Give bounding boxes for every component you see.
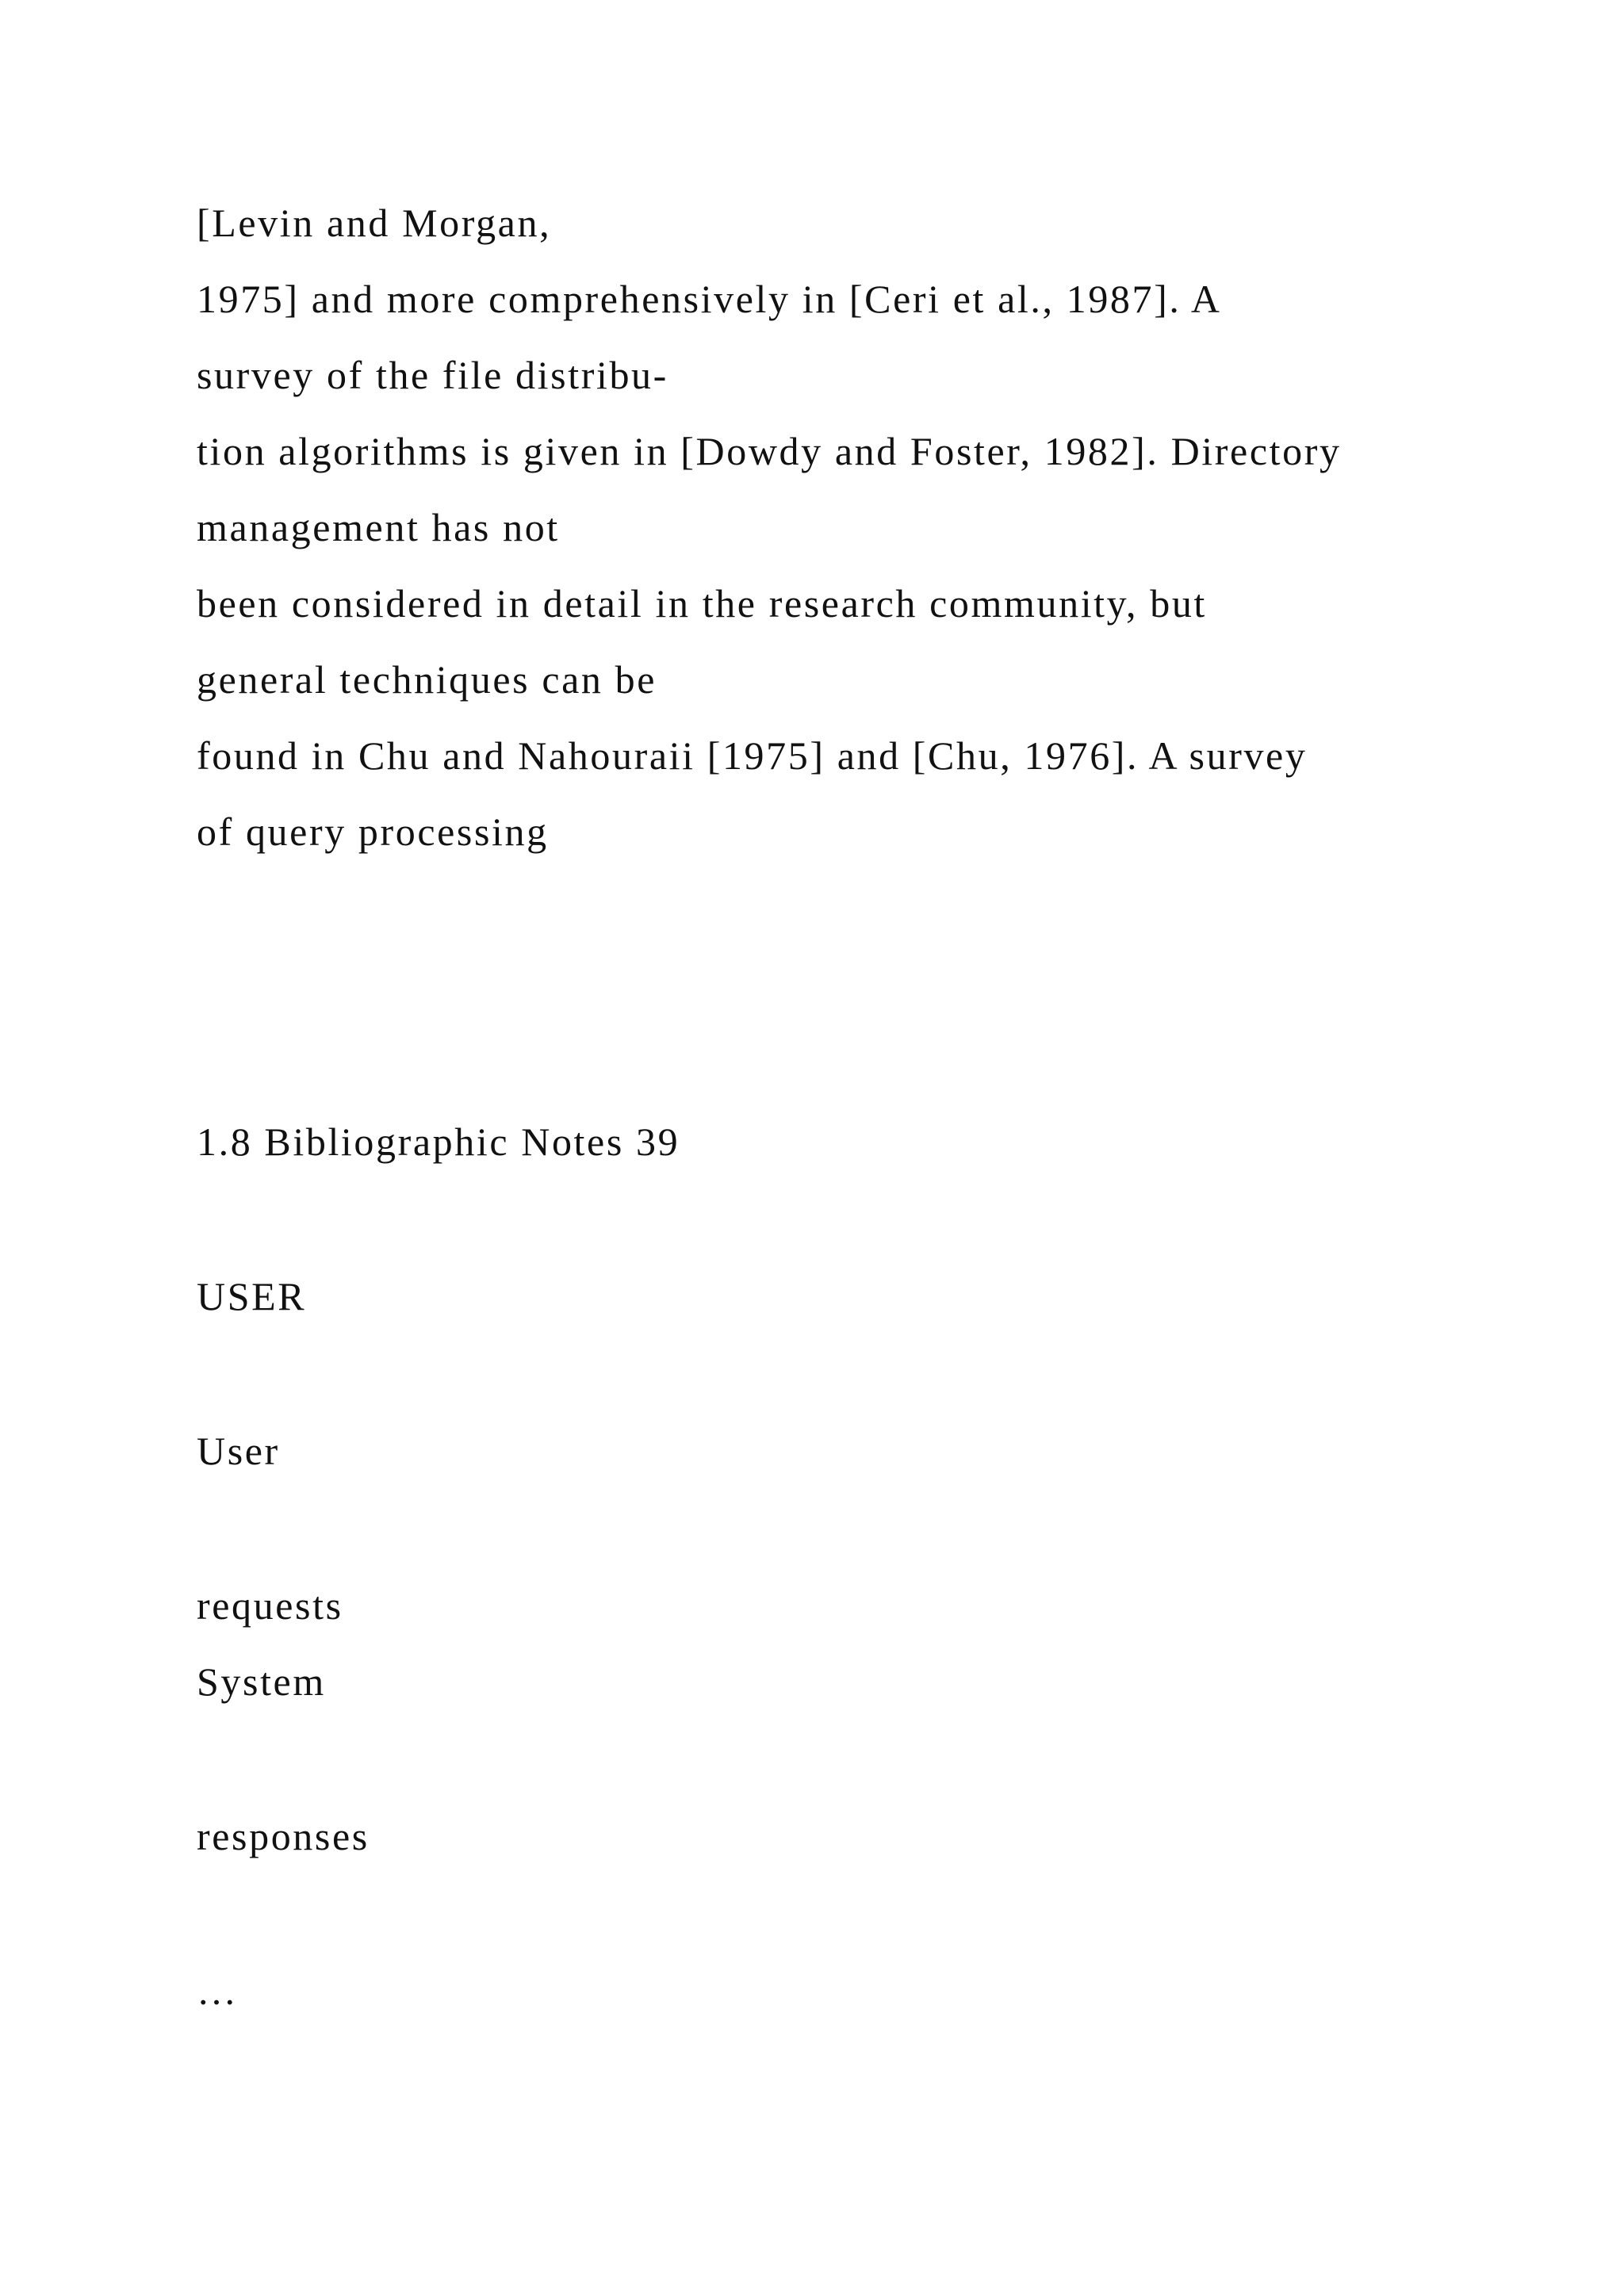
label-ellipsis: …: [197, 1969, 239, 2013]
label-requests: requests: [197, 1583, 343, 1628]
paragraph-line: 1975] and more comprehensively in [Ceri et al., 1987]. A: [197, 277, 1222, 321]
paragraph-line: tion algorithms is given in [Dowdy and Foster, 1982]. Directory: [197, 429, 1342, 473]
paragraph-line: general techniques can be: [197, 657, 657, 702]
label-system: System: [197, 1659, 326, 1704]
label-user-upper: USER: [197, 1274, 307, 1318]
paragraph-line: management has not: [197, 505, 560, 549]
label-user: User: [197, 1429, 280, 1473]
paragraph-line: of query processing: [197, 809, 549, 854]
label-responses: responses: [197, 1814, 370, 1858]
paragraph-line: found in Chu and Nahouraii [1975] and [Chu, 1976]. A survey: [197, 733, 1308, 778]
running-header: 1.8 Bibliographic Notes 39: [197, 1119, 680, 1164]
paragraph-line: survey of the file distribu-: [197, 353, 668, 397]
paragraph-line: been considered in detail in the research community, but: [197, 581, 1207, 626]
paragraph-line: [Levin and Morgan,: [197, 201, 552, 245]
